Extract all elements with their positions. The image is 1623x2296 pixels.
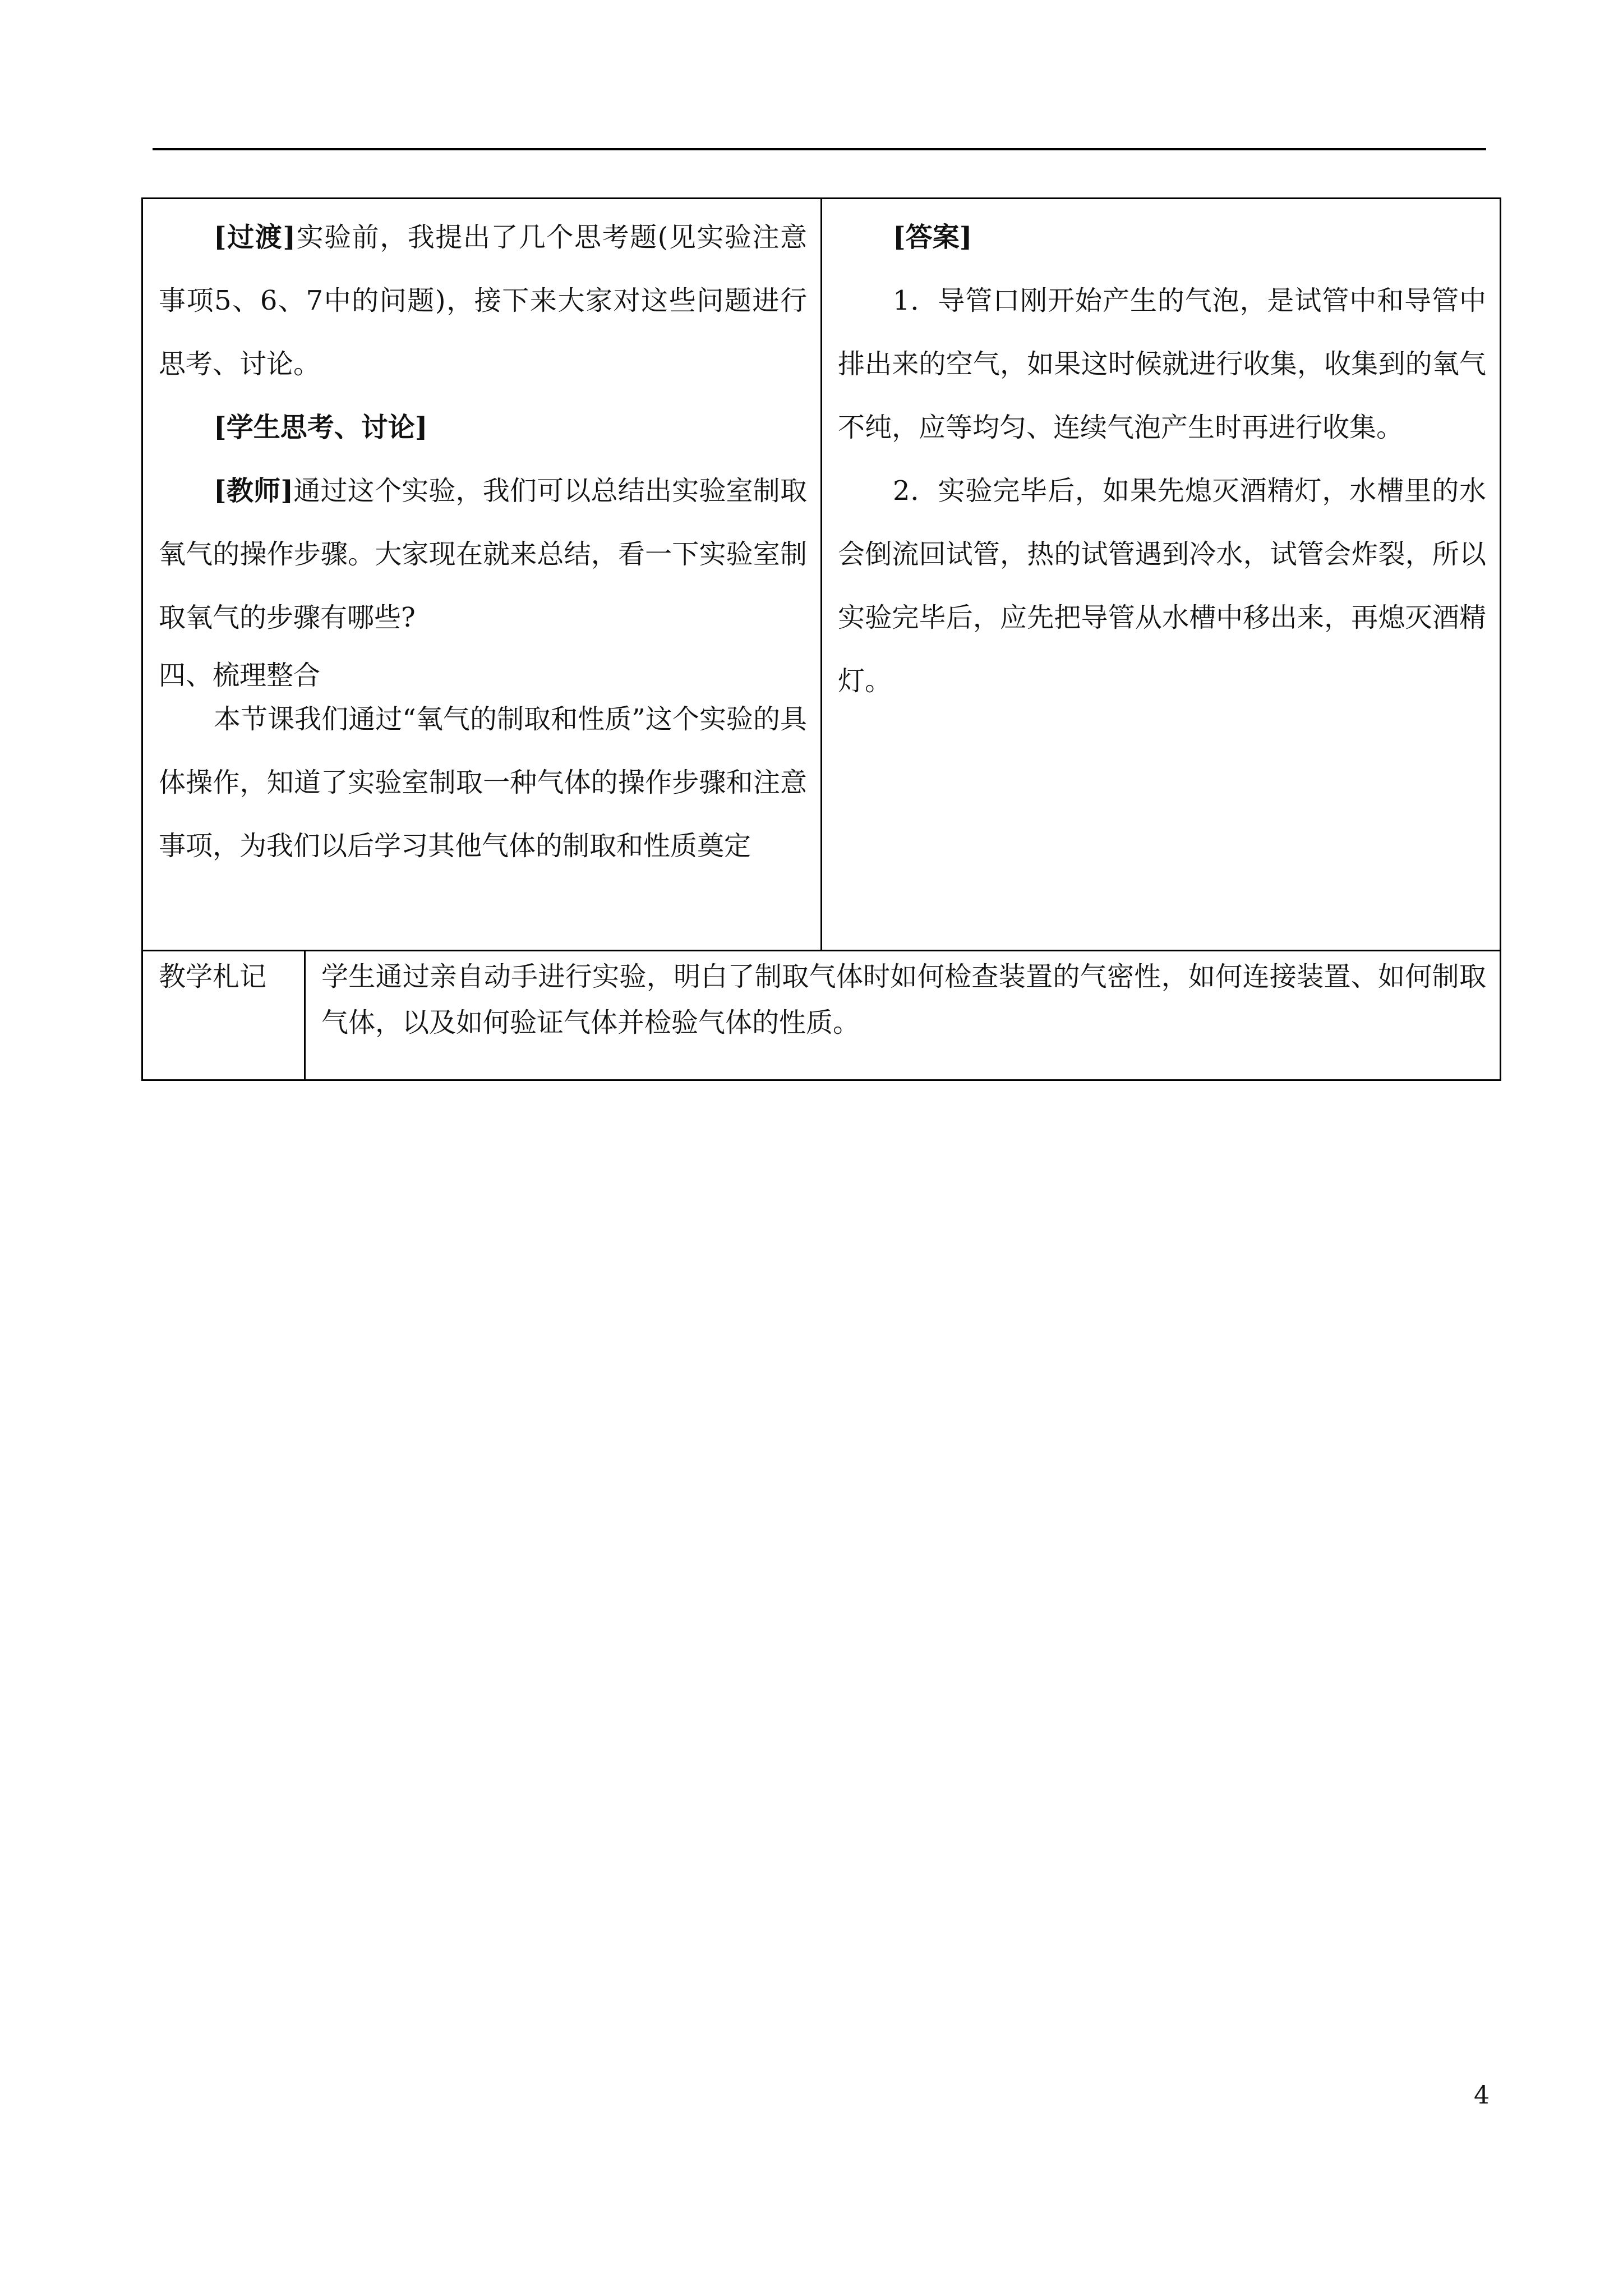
answer-label: [答案] [893,222,972,253]
teacher-text: 通过这个实验，我们可以总结出实验室制取氧气的操作步骤。大家现在就来总结，看一下实验室制取氧气的步骤有哪些? [159,475,807,633]
teacher-label: [教师] [214,475,294,507]
section-heading: 四、梳理整合 [159,660,321,691]
teaching-process-cell [142,199,822,951]
answer-item-2: 2．实验完毕后，如果先熄灭酒精灯，水槽里的水会倒流回试管，热的试管遇到冷水，试管会炸裂，所以实验完毕后，应先把导管从水槽中移出来，再熄灭酒精灯。 [838,475,1486,697]
content-row [142,199,1501,951]
notes-text: 学生通过亲自动手进行实验，明白了制取气体时如何检查装置的气密性，如何连接装置、如何制取气体，以及如何验证气体并检验气体的性质。 [321,961,1486,1038]
notes-label-cell [142,951,305,1080]
answer-cell [822,199,1501,951]
transition-paragraph [159,206,807,396]
answer-paragraph-label [838,206,1486,269]
answer-item-1: 1．导管口刚开始产生的气泡，是试管中和导管中排出来的空气，如果这时候就进行收集，收集到的氧气不纯，应等均匀、连续气泡产生时再进行收集。 [838,285,1486,443]
header-rule [153,148,1486,150]
teacher-paragraph [159,459,807,650]
notes-row [142,951,1501,1080]
transition-label: [过渡] [214,222,296,253]
page-number: 4 [1474,2081,1490,2110]
summary-paragraph: 本节课我们通过“氧气的制取和性质”这个实验的具体操作，知道了实验室制取一种气体的操作步骤和注意事项，为我们以后学习其他气体的制取和性质奠定 [159,703,807,862]
lesson-table [141,197,1501,1081]
discussion-label: [学生思考、讨论] [214,412,428,443]
notes-text-cell [305,951,1501,1080]
transition-text: 实验前，我提出了几个思考题(见实验注意事项5、6、7中的问题)，接下来大家对这些问题进行思考、讨论。 [159,222,807,380]
discussion-paragraph [159,396,807,459]
notes-label: 教学札记 [159,961,267,992]
